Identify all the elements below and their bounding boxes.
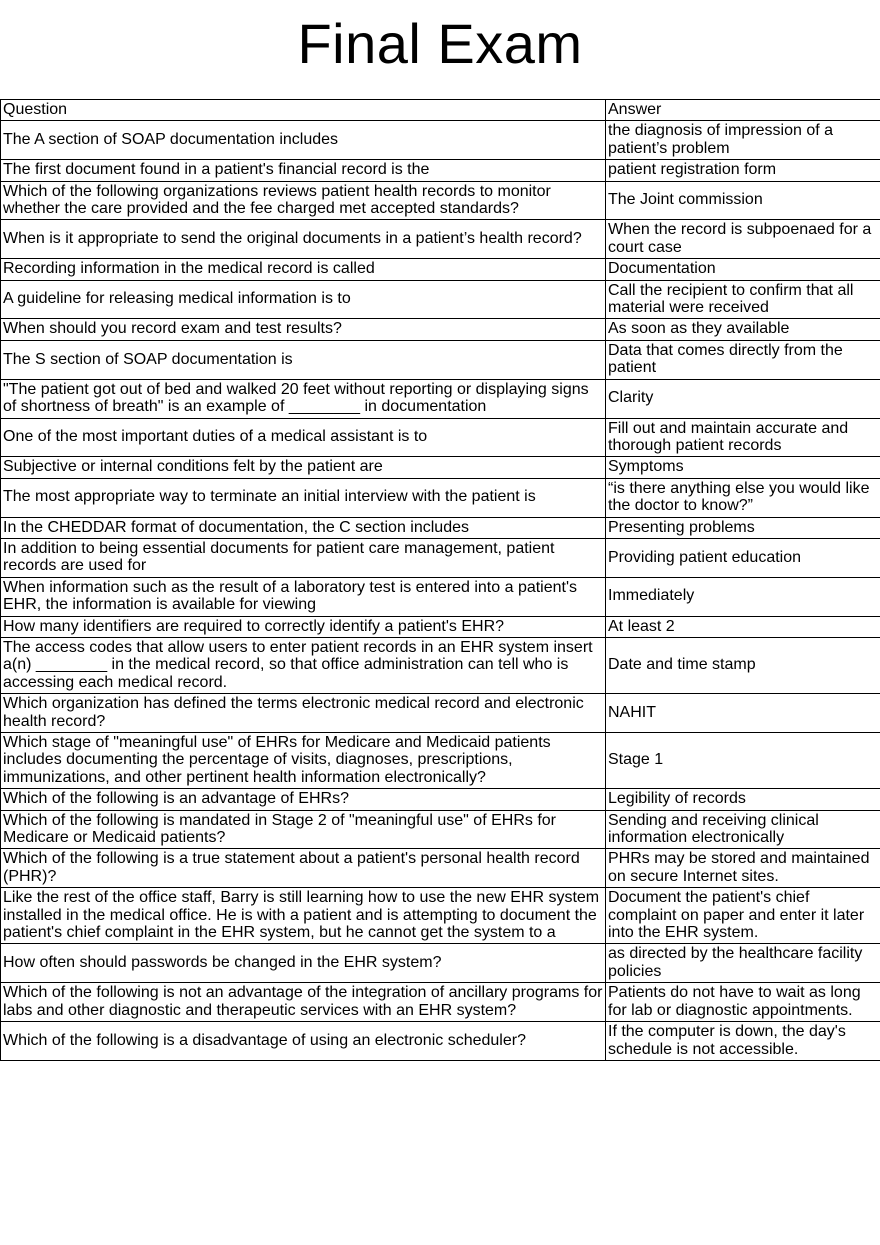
question-cell: Which stage of "meaningful use" of EHRs for Medicare and Medicaid patients includes documenting the percentage of visits, diagnoses, prescriptions, immunizations, and other pertinent health information electronically? xyxy=(1,733,606,789)
answer-cell: Stage 1 xyxy=(606,733,880,789)
question-cell: How often should passwords be changed in the EHR system? xyxy=(1,944,606,983)
answer-cell: The Joint commission xyxy=(606,181,880,220)
question-cell: Which organization has defined the terms electronic medical record and electronic health record? xyxy=(1,694,606,733)
answer-cell: Document the patient's chief complaint on paper and enter it later into the EHR system. xyxy=(606,888,880,944)
answer-cell: the diagnosis of impression of a patient’s problem xyxy=(606,121,880,160)
table-row xyxy=(1,789,880,810)
table-row xyxy=(1,478,880,517)
question-cell: Which of the following is mandated in Stage 2 of "meaningful use" of EHRs for Medicare or Medicaid patients? xyxy=(1,810,606,849)
table-row xyxy=(1,379,880,418)
question-cell: In the CHEDDAR format of documentation, the C section includes xyxy=(1,517,606,538)
answer-cell: Call the recipient to confirm that all material were received xyxy=(606,280,880,319)
question-cell: The access codes that allow users to enter patient records in an EHR system insert a(n) ________ in the medical record, so that office administration can tell who is accessing each medical record. xyxy=(1,637,606,693)
answer-cell: Data that comes directly from the patient xyxy=(606,340,880,379)
table-row xyxy=(1,944,880,983)
question-cell: Which of the following is an advantage of EHRs? xyxy=(1,789,606,810)
question-cell: The S section of SOAP documentation is xyxy=(1,340,606,379)
table-row xyxy=(1,694,880,733)
table-row xyxy=(1,538,880,577)
question-cell: Which of the following is a true statement about a patient's personal health record (PHR)? xyxy=(1,849,606,888)
question-cell: The most appropriate way to terminate an initial interview with the patient is xyxy=(1,478,606,517)
question-cell: Which of the following organizations reviews patient health records to monitor whether the care provided and the fee charged met accepted standards? xyxy=(1,181,606,220)
question-cell: In addition to being essential documents for patient care management, patient records are used for xyxy=(1,538,606,577)
answer-cell: Date and time stamp xyxy=(606,637,880,693)
answer-cell: Sending and receiving clinical information electronically xyxy=(606,810,880,849)
question-cell: When is it appropriate to send the original documents in a patient’s health record? xyxy=(1,220,606,259)
question-cell: How many identifiers are required to correctly identify a patient's EHR? xyxy=(1,616,606,637)
table-row xyxy=(1,733,880,789)
table-header-row xyxy=(1,100,880,121)
page-title: Final Exam xyxy=(297,12,583,75)
answer-cell: As soon as they available xyxy=(606,319,880,340)
table-row xyxy=(1,181,880,220)
question-column-header: Question xyxy=(1,100,606,121)
answer-cell: When the record is subpoenaed for a court case xyxy=(606,220,880,259)
answer-cell: Symptoms xyxy=(606,457,880,478)
table-row xyxy=(1,637,880,693)
exam-table xyxy=(0,99,880,1061)
table-row xyxy=(1,517,880,538)
answer-cell: Fill out and maintain accurate and thorough patient records xyxy=(606,418,880,457)
table-row xyxy=(1,418,880,457)
answer-cell: If the computer is down, the day's schedule is not accessible. xyxy=(606,1022,880,1061)
table-row xyxy=(1,259,880,280)
question-cell: The A section of SOAP documentation includes xyxy=(1,121,606,160)
table-row xyxy=(1,220,880,259)
table-row xyxy=(1,983,880,1022)
answer-cell: patient registration form xyxy=(606,160,880,181)
question-cell: When should you record exam and test results? xyxy=(1,319,606,340)
answer-cell: Providing patient education xyxy=(606,538,880,577)
table-row xyxy=(1,1022,880,1061)
answer-cell: Clarity xyxy=(606,379,880,418)
answer-cell: as directed by the healthcare facility policies xyxy=(606,944,880,983)
table-row xyxy=(1,121,880,160)
question-cell: Subjective or internal conditions felt by the patient are xyxy=(1,457,606,478)
answer-cell: PHRs may be stored and maintained on secure Internet sites. xyxy=(606,849,880,888)
question-cell: A guideline for releasing medical information is to xyxy=(1,280,606,319)
question-cell: "The patient got out of bed and walked 20 feet without reporting or displaying signs of shortness of breath" is an example of ________ in documentation xyxy=(1,379,606,418)
answer-cell: Legibility of records xyxy=(606,789,880,810)
answer-cell: NAHIT xyxy=(606,694,880,733)
table-row xyxy=(1,319,880,340)
answer-cell: Documentation xyxy=(606,259,880,280)
question-cell: Which of the following is not an advantage of the integration of ancillary programs for labs and other diagnostic and therapeutic services with an EHR system? xyxy=(1,983,606,1022)
answer-column-header: Answer xyxy=(606,100,880,121)
table-row xyxy=(1,340,880,379)
table-row xyxy=(1,160,880,181)
table-row xyxy=(1,280,880,319)
answer-cell: Patients do not have to wait as long for lab or diagnostic appointments. xyxy=(606,983,880,1022)
table-row xyxy=(1,457,880,478)
question-cell: The first document found in a patient's financial record is the xyxy=(1,160,606,181)
table-row xyxy=(1,888,880,944)
answer-cell: “is there anything else you would like the doctor to know?” xyxy=(606,478,880,517)
question-cell: Like the rest of the office staff, Barry is still learning how to use the new EHR system installed in the medical office. He is with a patient and is attempting to document the patient's chief complaint in the EHR system, but he cannot get the system to a xyxy=(1,888,606,944)
answer-cell: At least 2 xyxy=(606,616,880,637)
question-cell: When information such as the result of a laboratory test is entered into a patient's EHR, the information is available for viewing xyxy=(1,577,606,616)
table-row xyxy=(1,577,880,616)
table-row xyxy=(1,849,880,888)
question-cell: Which of the following is a disadvantage of using an electronic scheduler? xyxy=(1,1022,606,1061)
table-row xyxy=(1,616,880,637)
question-cell: Recording information in the medical record is called xyxy=(1,259,606,280)
question-cell: One of the most important duties of a medical assistant is to xyxy=(1,418,606,457)
exam-table-body xyxy=(1,121,880,1061)
answer-cell: Presenting problems xyxy=(606,517,880,538)
answer-cell: Immediately xyxy=(606,577,880,616)
table-row xyxy=(1,810,880,849)
